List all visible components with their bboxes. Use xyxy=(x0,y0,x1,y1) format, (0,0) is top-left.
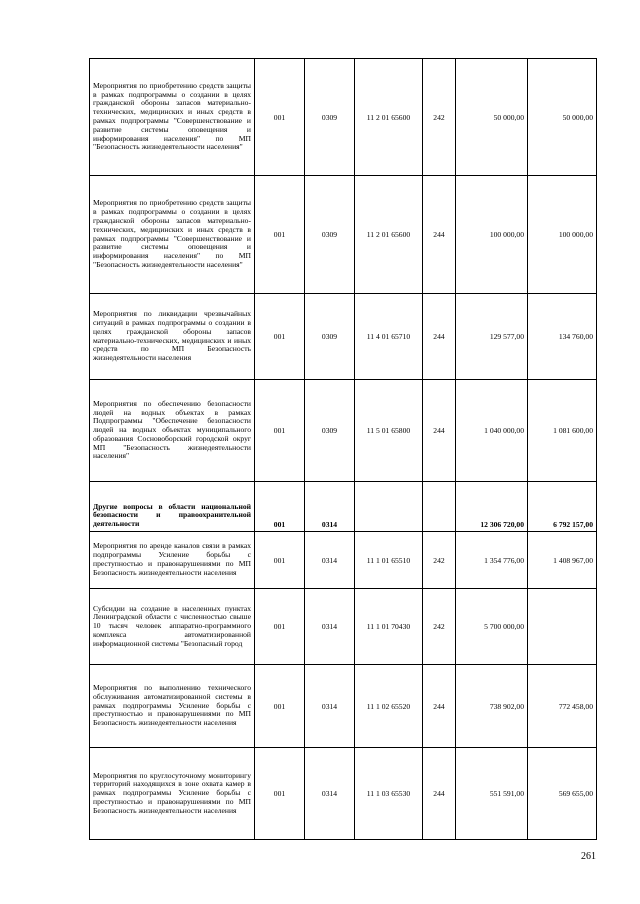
amount-year-1: 738 902,00 xyxy=(456,665,528,748)
section-code: 0309 xyxy=(305,59,355,176)
amount-year-2: 134 760,00 xyxy=(528,294,597,380)
amount-year-1: 50 000,00 xyxy=(456,59,528,176)
ministry-code: 001 xyxy=(255,589,305,665)
section-code: 0314 xyxy=(305,532,355,589)
section-total-row xyxy=(90,482,597,532)
row-description: Мероприятия по приобретению средств защиты в рамках подпрограммы о создании в целях гражданской обороны запасов материально-технических, медицинских и иных средств в рамках подпрограммы "Совершенствование и развитие системы оповещения и информирования населения" по МП "Безопасность жизнедеятельности населения" xyxy=(90,176,255,294)
amount-year-2: 50 000,00 xyxy=(528,59,597,176)
amount-year-1: 100 000,00 xyxy=(456,176,528,294)
row-description: Мероприятия по приобретению средств защиты в рамках подпрограммы о создании в целях гражданской обороны запасов материально-технических, медицинских и иных средств в рамках подпрограммы "Совершенствование и развитие системы оповещения и информирования населения" по МП "Безопасность жизнедеятельности населения" xyxy=(90,59,255,176)
amount-year-2: 1 081 600,00 xyxy=(528,380,597,482)
amount-year-1: 12 306 720,00 xyxy=(456,482,528,532)
row-description: Субсидии на создание в населенных пунктах Ленинградской области с численностью свыше 10 тысяч человек аппаратно-программного комплекса автоматизированной информационной системы "Безопасный город xyxy=(90,589,255,665)
expense-type-code: 242 xyxy=(423,59,456,176)
target-article-code: 11 2 01 65600 xyxy=(355,59,423,176)
section-code: 0309 xyxy=(305,294,355,380)
row-description: Мероприятия по аренде каналов связи в рамках подпрограммы Усиление борьбы с преступностью и правонарушениями по МП Безопасность жизнедеятельности населения xyxy=(90,532,255,589)
expense-type-code: 244 xyxy=(423,665,456,748)
amount-year-2: 1 408 967,00 xyxy=(528,532,597,589)
amount-year-1: 5 700 000,00 xyxy=(456,589,528,665)
amount-year-2: 100 000,00 xyxy=(528,176,597,294)
target-article-code: 11 2 01 65600 xyxy=(355,176,423,294)
ministry-code: 001 xyxy=(255,294,305,380)
page-number: 261 xyxy=(581,851,596,862)
table-row xyxy=(90,532,597,589)
section-title: Другие вопросы в области национальной безопасности и правоохранительной деятельности xyxy=(90,482,255,532)
target-article-code: 11 1 03 65530 xyxy=(355,748,423,840)
table-row xyxy=(90,176,597,294)
ministry-code: 001 xyxy=(255,532,305,589)
expense-type-code: 242 xyxy=(423,532,456,589)
row-description: Мероприятия по ликвидации чрезвычайных ситуаций в рамках подпрограммы о создании в целях гражданской обороны запасов материально-технических, медицинских и иных средств по МП Безопасность жизнедеятельности населения xyxy=(90,294,255,380)
table-row xyxy=(90,294,597,380)
expense-type-code: 244 xyxy=(423,380,456,482)
expense-type-code: 244 xyxy=(423,294,456,380)
target-article-code: 11 5 01 65800 xyxy=(355,380,423,482)
amount-year-1: 551 591,00 xyxy=(456,748,528,840)
row-description: Мероприятия по выполнению технического обслуживания автоматизированной системы в рамках подпрограммы Усиление борьбы с преступностью и правонарушениями по МП Безопасность жизнедеятельности населения xyxy=(90,665,255,748)
budget-table xyxy=(89,58,597,840)
target-article-code: 11 1 01 70430 xyxy=(355,589,423,665)
expense-type-code: 242 xyxy=(423,589,456,665)
amount-year-2 xyxy=(528,589,597,665)
amount-year-1: 1 354 776,00 xyxy=(456,532,528,589)
section-code: 0314 xyxy=(305,589,355,665)
target-article-code: 11 4 01 65710 xyxy=(355,294,423,380)
amount-year-2: 6 792 157,00 xyxy=(528,482,597,532)
amount-year-2: 569 655,00 xyxy=(528,748,597,840)
section-code: 0314 xyxy=(305,482,355,532)
section-code: 0314 xyxy=(305,748,355,840)
section-code: 0314 xyxy=(305,665,355,748)
expense-type-code xyxy=(423,482,456,532)
section-code: 0309 xyxy=(305,176,355,294)
table-row xyxy=(90,59,597,176)
table-row xyxy=(90,665,597,748)
expense-type-code: 244 xyxy=(423,748,456,840)
target-article-code: 11 1 01 65510 xyxy=(355,532,423,589)
ministry-code: 001 xyxy=(255,176,305,294)
section-code: 0309 xyxy=(305,380,355,482)
table-row xyxy=(90,589,597,665)
amount-year-2: 772 458,00 xyxy=(528,665,597,748)
ministry-code: 001 xyxy=(255,482,305,532)
row-description: Мероприятия по круглосуточному мониторингу территорий находящихся в зоне охвата камер в рамках подпрограммы Усиление борьбы с преступностью и правонарушениями по МП Безопасность жизнедеятельности населения xyxy=(90,748,255,840)
ministry-code: 001 xyxy=(255,748,305,840)
ministry-code: 001 xyxy=(255,59,305,176)
ministry-code: 001 xyxy=(255,665,305,748)
amount-year-1: 1 040 000,00 xyxy=(456,380,528,482)
target-article-code xyxy=(355,482,423,532)
table-row xyxy=(90,748,597,840)
amount-year-1: 129 577,00 xyxy=(456,294,528,380)
expense-type-code: 244 xyxy=(423,176,456,294)
table-row xyxy=(90,380,597,482)
row-description: Мероприятия по обеспечению безопасности людей на водных объектах в рамках Подпрограммы "Обеспечение безопасности людей на водных объектах муниципального образования Сосновоборский городской округ МП "Безопасность жизнедеятельности населения" xyxy=(90,380,255,482)
target-article-code: 11 1 02 65520 xyxy=(355,665,423,748)
ministry-code: 001 xyxy=(255,380,305,482)
